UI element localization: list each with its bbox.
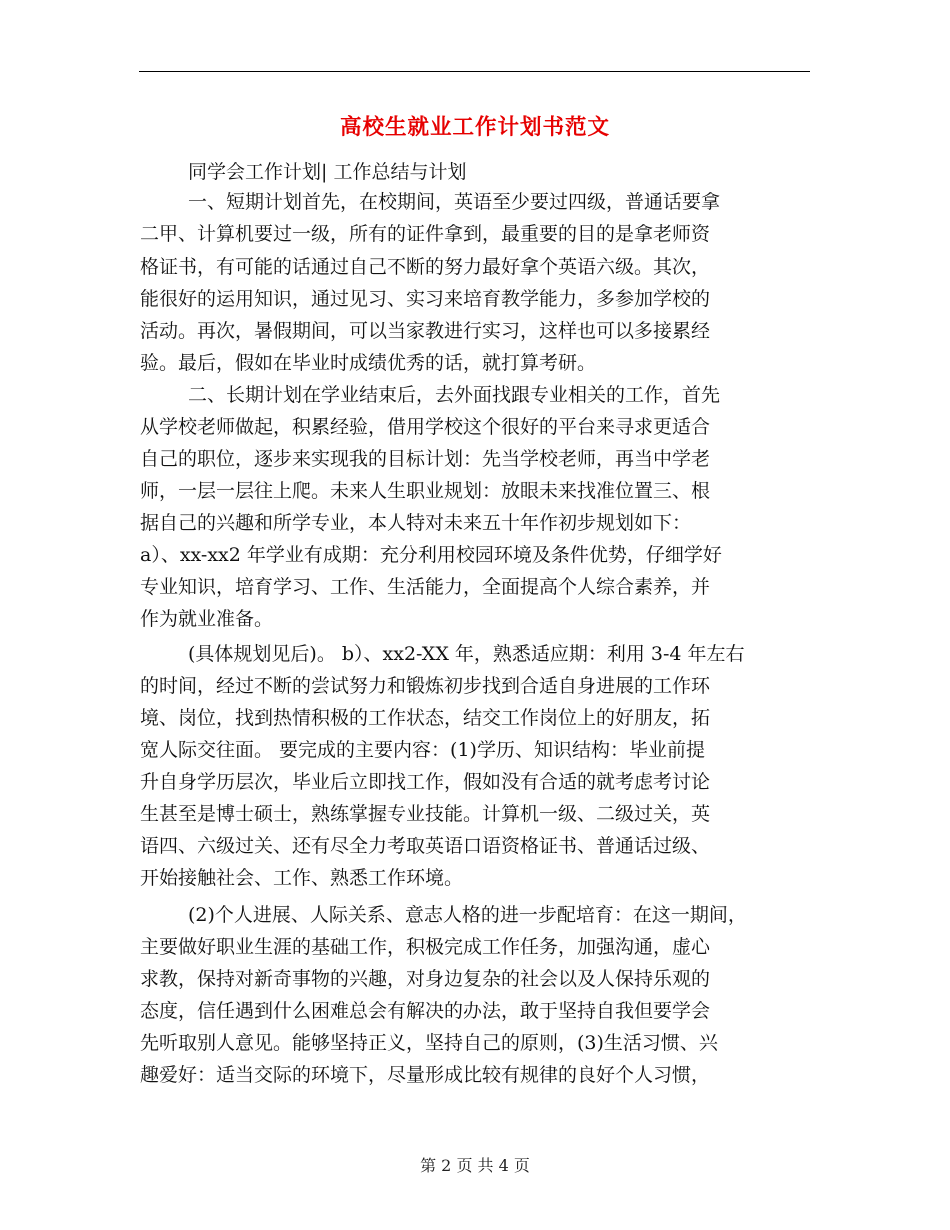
body-line: 生甚至是博士硕士，熟练掌握专业技能。计算机一级、二级过关，英 bbox=[140, 803, 711, 825]
body-line: 的时间，经过不断的尝试努力和锻炼初步找到合适自身进展的工作环 bbox=[140, 675, 711, 697]
body-line: 自己的职位，逐步来实现我的目标计划：先当学校老师，再当中学老 bbox=[140, 448, 711, 470]
body-line: 据自己的兴趣和所学专业，本人特对未来五十年作初步规划如下： bbox=[140, 512, 692, 534]
body-line: 格证书，有可能的话通过自己不断的努力最好拿个英语六级。其次， bbox=[140, 256, 711, 278]
body-line: 求教，保持对新奇事物的兴趣，对身边复杂的社会以及人保持乐观的 bbox=[140, 968, 711, 990]
body-line: 先听取别人意见。能够坚持正义，坚持自己的原则，(3)生活习惯、兴 bbox=[140, 1032, 718, 1054]
body-line: 验。最后，假如在毕业时成绩优秀的话，就打算考研。 bbox=[140, 352, 597, 374]
body-line: 趣爱好：适当交际的环境下，尽量形成比较有规律的良好个人习惯， bbox=[140, 1064, 711, 1086]
body-line: 师，一层一层往上爬。未来人生职业规划：放眼未来找准位置三、根 bbox=[140, 480, 711, 502]
body-line: 活动。再次，暑假期间，可以当家教进行实习，这样也可以多接累经 bbox=[140, 320, 711, 342]
body-line: 境、岗位，找到热情积极的工作状态，结交工作岗位上的好朋友，拓 bbox=[140, 707, 711, 729]
body-line: 二甲、计算机要过一级，所有的证件拿到，最重要的目的是拿老师资 bbox=[140, 223, 711, 245]
body-line: 主要做好职业生涯的基础工作，积极完成工作任务，加强沟通，虚心 bbox=[140, 936, 711, 958]
header-rule bbox=[139, 71, 810, 72]
body-line: 能很好的运用知识，通过见习、实习来培育教学能力，多参加学校的 bbox=[140, 288, 711, 310]
body-line: 态度，信任遇到什么困难总会有解决的办法，敢于坚持自我但要学会 bbox=[140, 1000, 711, 1022]
body-line: 二、长期计划在学业结束后，去外面找跟专业相关的工作，首先 bbox=[188, 384, 721, 406]
body-line: 宽人际交往面。 要完成的主要内容：(1)学历、知识结构：毕业前提 bbox=[140, 739, 705, 761]
body-line: 语四、六级过关、还有尽全力考取英语口语资格证书、普通话过级、 bbox=[140, 835, 711, 857]
page-number: 第 2 页 共 4 页 bbox=[420, 1156, 530, 1175]
body-line: 升自身学历层次，毕业后立即找工作，假如没有合适的就考虑考讨论 bbox=[140, 771, 711, 793]
body-line: 一、短期计划首先，在校期间，英语至少要过四级，普通话要拿 bbox=[188, 191, 721, 213]
body-line: (2)个人进展、人际关系、意志人格的进一步配培育：在这一期间， bbox=[188, 904, 747, 926]
body-line: (具体规划见后)。 b）、xx2-XX 年，熟悉适应期：利用 3-4 年左右 bbox=[188, 643, 745, 665]
body-line: 开始接触社会、工作、熟悉工作环境。 bbox=[140, 867, 464, 889]
document-title: 高校生就业工作计划书范文 bbox=[339, 115, 610, 140]
body-line: 同学会工作计划| 工作总结与计划 bbox=[188, 161, 467, 183]
body-line: 专业知识，培育学习、工作、生活能力，全面提高个人综合素养，并 bbox=[140, 576, 711, 598]
body-line: a）、xx-xx2 年学业有成期：充分利用校园环境及条件优势，仔细学好 bbox=[140, 544, 722, 566]
body-line: 从学校老师做起，积累经验，借用学校这个很好的平台来寻求更适合 bbox=[140, 416, 711, 438]
body-line: 作为就业准备。 bbox=[140, 608, 274, 630]
